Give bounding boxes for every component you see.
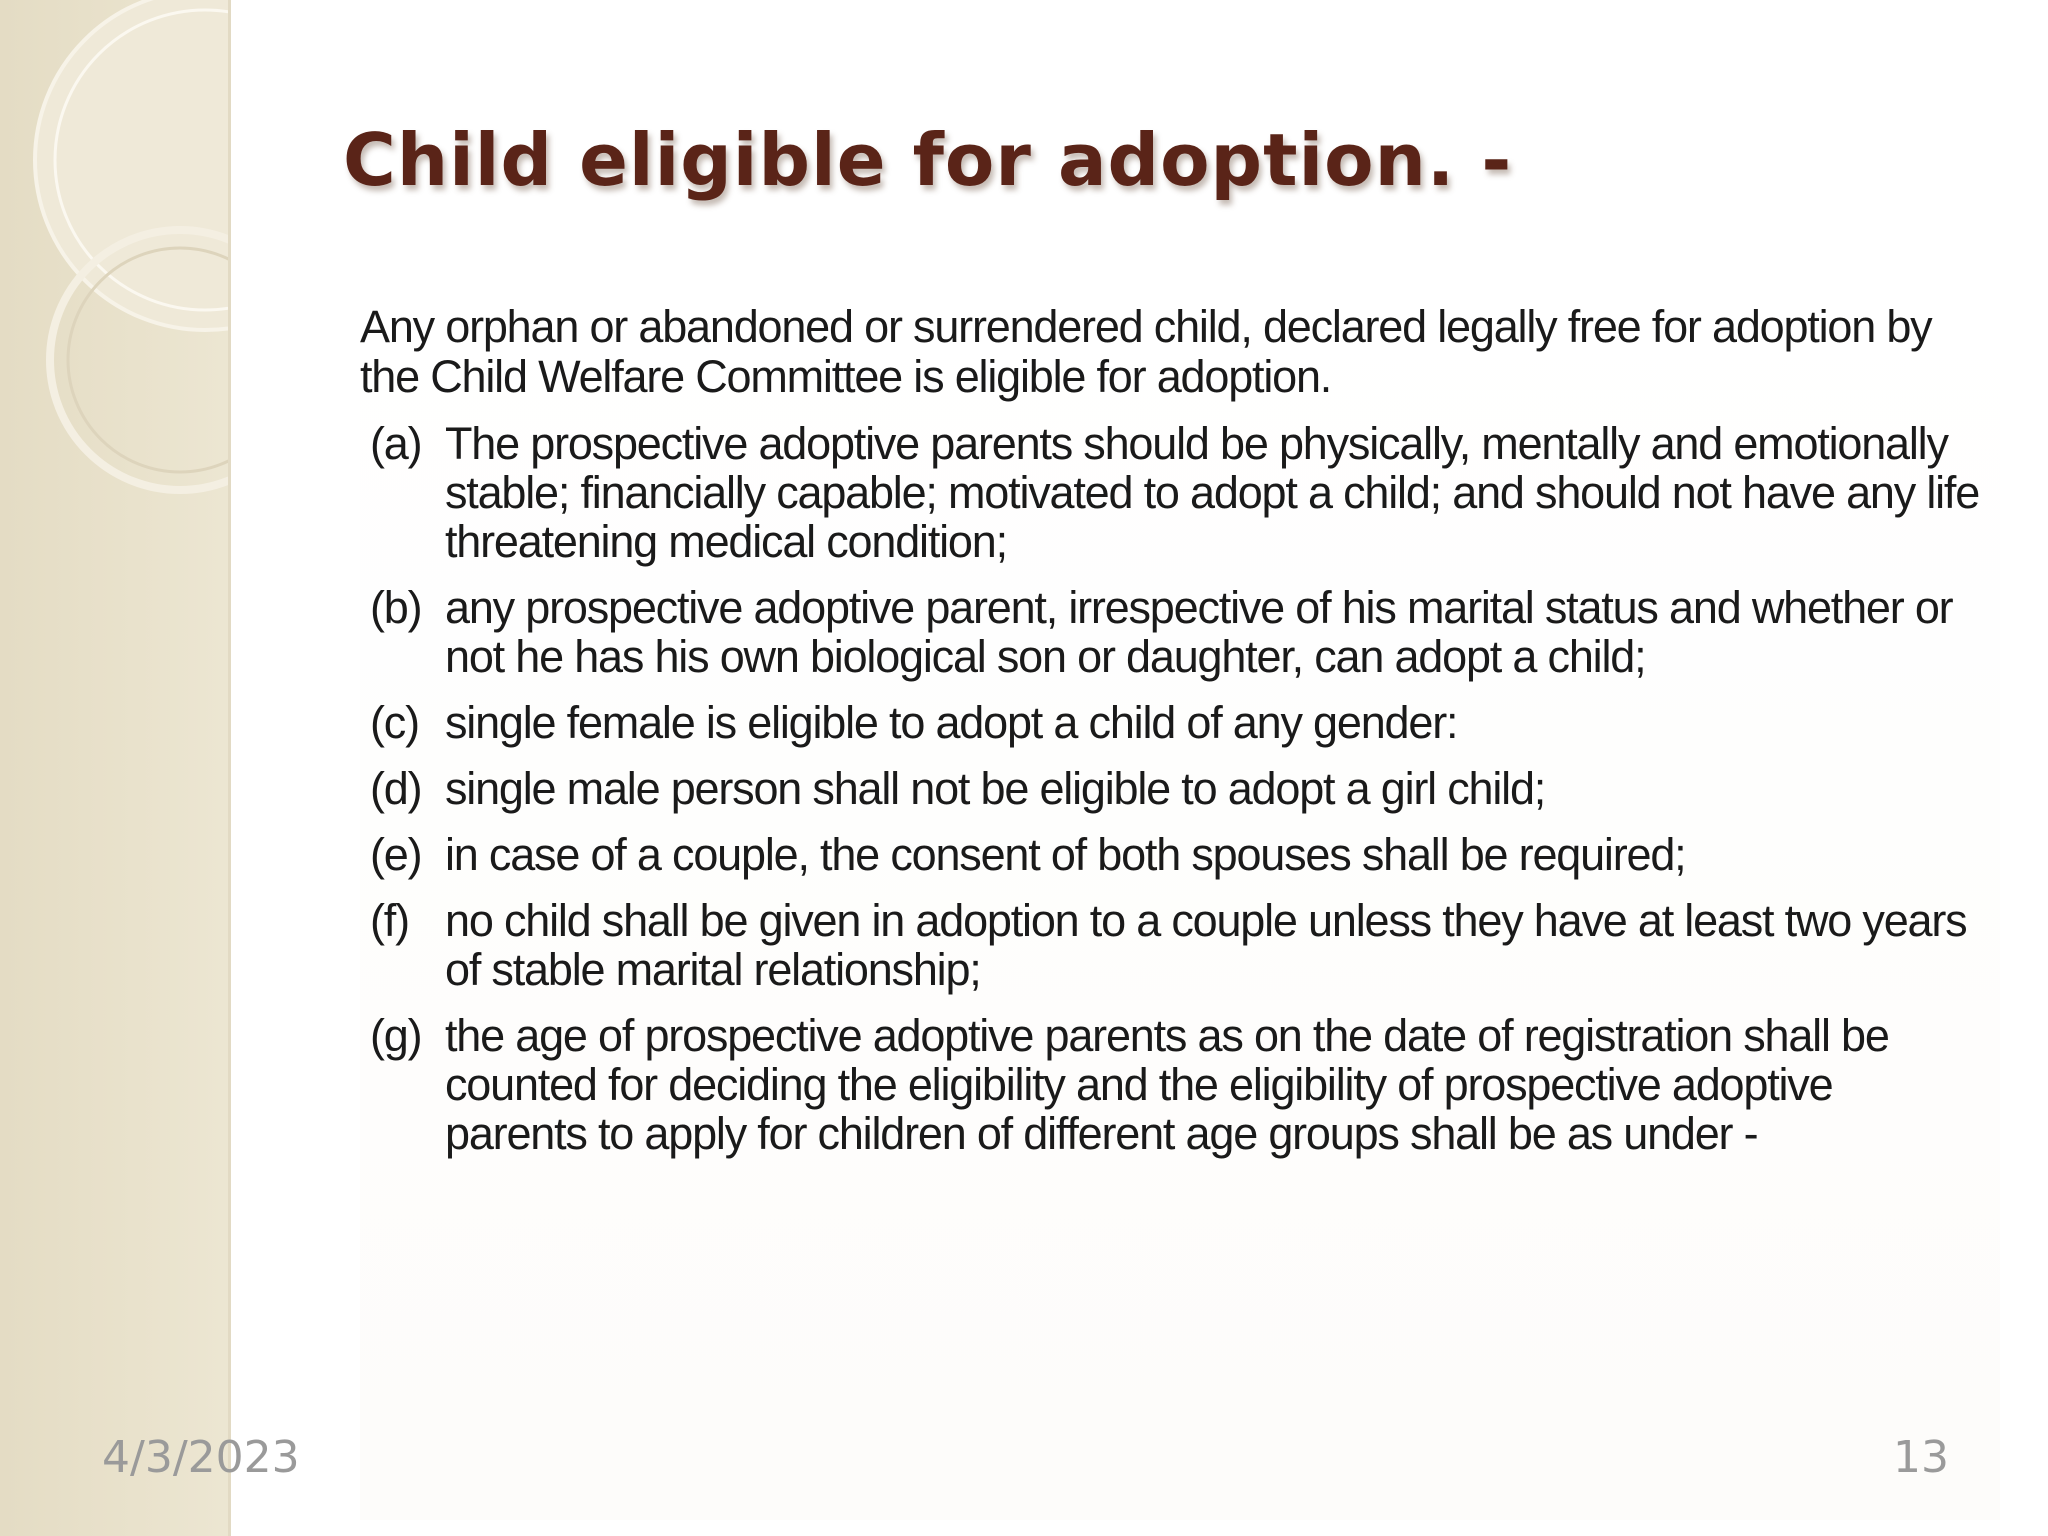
eligibility-conditions-list	[360, 419, 1980, 1158]
item-label: (f)	[370, 895, 409, 946]
footer-date: 4/3/2023	[102, 1432, 300, 1483]
item-label: (d)	[370, 763, 422, 814]
item-text: no child shall be given in adoption to a couple unless they have at least two years of stable marital relationship;	[445, 895, 1967, 995]
item-label: (b)	[370, 582, 422, 633]
item-text: in case of a couple, the consent of both spouses shall be required;	[445, 829, 1686, 880]
list-item	[360, 764, 1980, 813]
item-text: the age of prospective adoptive parents as on the date of registration shall be counted for deciding the eligibility and the eligibility of prospective adoptive parents to apply for children of different age groups shall be as under -	[445, 1010, 1889, 1159]
item-text: any prospective adoptive parent, irrespective of his marital status and whether or not he has his own biological son or daughter, can adopt a child;	[445, 582, 1953, 682]
decorative-side-band	[0, 0, 231, 1536]
item-text: single male person shall not be eligible to adopt a girl child;	[445, 763, 1546, 814]
list-item	[360, 1011, 1980, 1158]
slide-title: Child eligible for adoption. -	[343, 118, 1513, 202]
list-item	[360, 830, 1980, 879]
item-label: (g)	[370, 1010, 422, 1061]
item-label: (c)	[370, 697, 419, 748]
slide-number: 13	[1893, 1432, 1949, 1483]
decorative-rings	[0, 0, 228, 520]
item-label: (a)	[370, 418, 422, 469]
list-item	[360, 583, 1980, 681]
slide-body	[360, 302, 1980, 1158]
item-label: (e)	[370, 829, 422, 880]
list-item	[360, 896, 1980, 994]
intro-paragraph: Any orphan or abandoned or surrendered child, declared legally free for adoption by the Child Welfare Committee is eligible for adoption.	[360, 301, 1932, 402]
list-item	[360, 698, 1980, 747]
list-item	[360, 419, 1980, 566]
item-text: The prospective adoptive parents should be physically, mentally and emotionally stable; financially capable; motivated to adopt a child; and should not have any life threatening medical condition;	[445, 418, 1980, 567]
item-text: single female is eligible to adopt a child of any gender:	[445, 697, 1458, 748]
